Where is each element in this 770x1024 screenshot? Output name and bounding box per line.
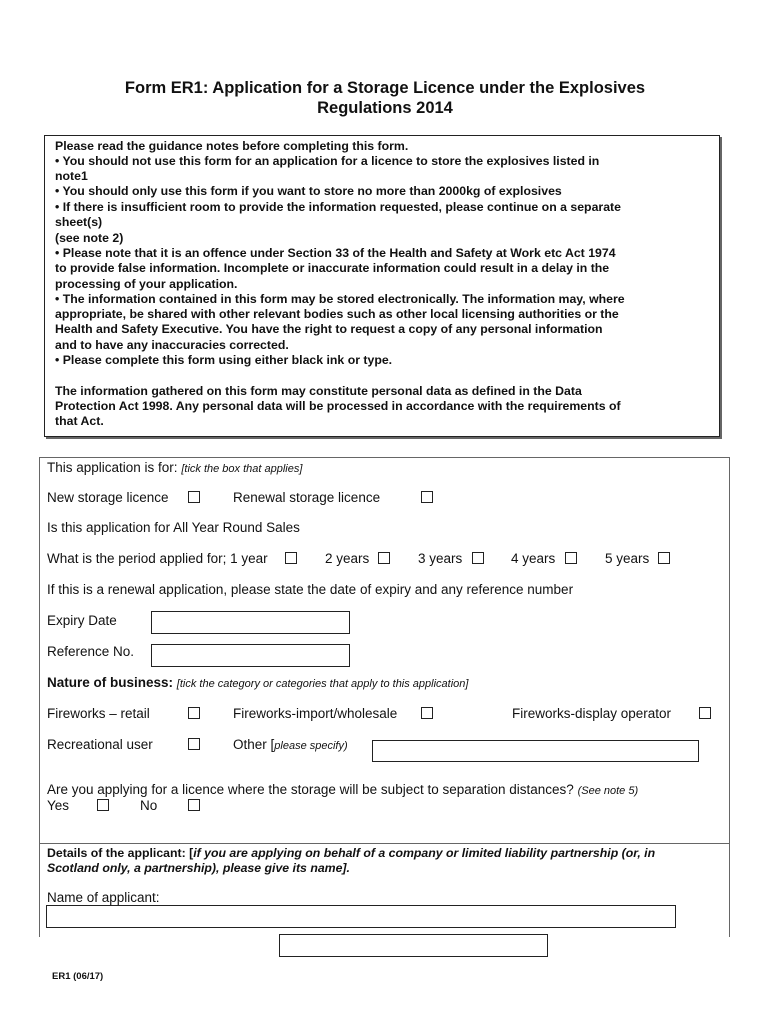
no-checkbox[interactable]	[188, 799, 200, 811]
guidance-line: • Please complete this form using either black ink or type.	[55, 353, 393, 367]
guidance-line: Please read the guidance notes before completing this form.	[55, 139, 409, 153]
guidance-line: • You should not use this form for an application for a licence to store the explosives listed in	[55, 154, 600, 168]
separation-question	[47, 782, 638, 799]
applicant-heading-text: Details of the applicant: [	[47, 846, 194, 860]
other-label-hint: please specify)	[274, 740, 348, 752]
guidance-box	[44, 135, 720, 437]
period-5-years-label: 5 years	[605, 551, 650, 566]
form-code: ER1 (06/17)	[52, 971, 104, 982]
applicant-hint-line-1: if you are applying on behalf of a company or limited liability partnership (or, in	[193, 846, 656, 860]
form-title-line-1: Form ER1: Application for a Storage Licence under the Explosives	[124, 79, 646, 97]
name-of-applicant-input[interactable]	[46, 905, 676, 928]
nature-of-business-label	[47, 675, 468, 692]
nature-of-business-text: Nature of business:	[47, 675, 174, 690]
all-year-label: Is this application for All Year Round Sales	[47, 520, 300, 535]
guidance-line: (see note 2)	[55, 231, 124, 245]
guidance-line: processing of your application.	[55, 277, 238, 291]
guidance-line: sheet(s)	[55, 215, 103, 229]
recreational-user-label: Recreational user	[47, 737, 153, 752]
guidance-line: • If there is insufficient room to provide the information requested, please continue on a separate	[55, 200, 621, 214]
yes-label: Yes	[47, 798, 70, 813]
form-title	[0, 78, 770, 118]
yes-checkbox[interactable]	[97, 799, 109, 811]
period-3-years-checkbox[interactable]	[472, 552, 484, 564]
other-label	[233, 737, 348, 754]
reference-no-label: Reference No.	[47, 644, 135, 659]
other-label-text: Other [	[233, 737, 275, 752]
section-divider	[39, 843, 730, 844]
new-storage-label: New storage licence	[47, 490, 169, 505]
new-storage-checkbox[interactable]	[188, 491, 200, 503]
guidance-line: • Please note that it is an offence under Section 33 of the Health and Safety at Work etc Act 1974	[55, 246, 616, 260]
period-5-years-checkbox[interactable]	[658, 552, 670, 564]
guidance-line: • The information contained in this form may be stored electronically. The information may, where	[55, 292, 625, 306]
period-2-years-label: 2 years	[325, 551, 370, 566]
guidance-line: that Act.	[55, 414, 104, 428]
fireworks-display-checkbox[interactable]	[699, 707, 711, 719]
reference-no-input[interactable]	[151, 644, 350, 667]
renewal-note: If this is a renewal application, please state the date of expiry and any reference number	[47, 582, 574, 597]
name-of-applicant-label: Name of applicant:	[47, 890, 160, 905]
expiry-date-label: Expiry Date	[47, 613, 117, 628]
separation-note: (See note 5)	[577, 785, 639, 797]
no-label: No	[140, 798, 158, 813]
fireworks-import-label: Fireworks-import/wholesale	[233, 706, 398, 721]
period-2-years-checkbox[interactable]	[378, 552, 390, 564]
guidance-line: note1	[55, 169, 88, 183]
renewal-storage-checkbox[interactable]	[421, 491, 433, 503]
guidance-line: Protection Act 1998. Any personal data will be processed in accordance with the requirements of	[55, 399, 621, 413]
application-for-hint: [tick the box that applies]	[181, 463, 303, 475]
guidance-line: and to have any inaccuracies corrected.	[55, 338, 289, 352]
period-1-year-checkbox[interactable]	[285, 552, 297, 564]
guidance-line: The information gathered on this form may constitute personal data as defined in the Data	[55, 384, 582, 398]
nature-of-business-hint: [tick the category or categories that apply to this application]	[176, 678, 469, 690]
applicant-details-heading	[47, 846, 717, 876]
fireworks-import-checkbox[interactable]	[421, 707, 433, 719]
period-label: What is the period applied for; 1 year	[47, 551, 268, 566]
other-specify-input[interactable]	[372, 740, 699, 762]
fireworks-retail-label: Fireworks – retail	[47, 706, 150, 721]
period-4-years-checkbox[interactable]	[565, 552, 577, 564]
fireworks-retail-checkbox[interactable]	[188, 707, 200, 719]
expiry-date-input[interactable]	[151, 611, 350, 634]
application-for-text: This application is for:	[47, 460, 178, 475]
form-title-line-2: Regulations 2014	[317, 99, 453, 117]
application-for-label	[47, 460, 302, 477]
separation-question-text: Are you applying for a licence where the storage will be subject to separation distances?	[47, 782, 574, 797]
applicant-secondary-input[interactable]	[279, 934, 548, 957]
recreational-user-checkbox[interactable]	[188, 738, 200, 750]
guidance-line: Health and Safety Executive. You have the right to request a copy of any personal information	[55, 322, 603, 336]
applicant-hint-line-2: Scotland only, a partnership), please give its name].	[47, 861, 350, 875]
period-3-years-label: 3 years	[418, 551, 463, 566]
renewal-storage-label: Renewal storage licence	[233, 490, 381, 505]
guidance-line: appropriate, be shared with other relevant bodies such as other local licensing authorities or the	[55, 307, 619, 321]
period-4-years-label: 4 years	[511, 551, 556, 566]
fireworks-display-label: Fireworks-display operator	[512, 706, 672, 721]
guidance-line: • You should only use this form if you want to store no more than 2000kg of explosives	[55, 184, 562, 198]
guidance-line: to provide false information. Incomplete or inaccurate information could result in a delay in the	[55, 261, 610, 275]
